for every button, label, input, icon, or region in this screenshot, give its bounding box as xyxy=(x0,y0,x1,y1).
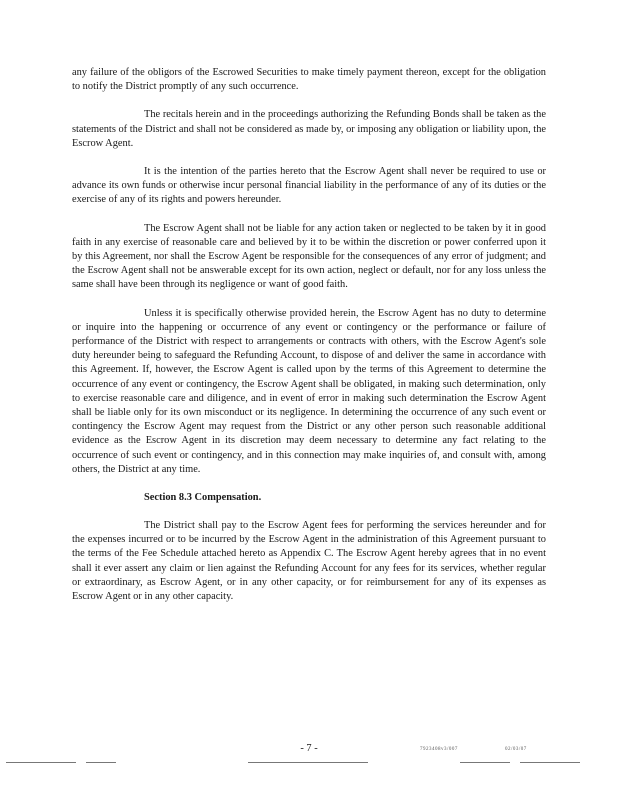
section-heading: Section 8.3 Compensation. xyxy=(144,492,262,504)
document-code: 7923408v3/007 xyxy=(420,747,458,752)
document-page xyxy=(72,66,546,618)
document-date: 02/03/07 xyxy=(505,747,527,752)
paragraph-intention: It is the intention of the parties hereto that the Escrow Agent shall never be required to use or advance its own funds or otherwise incur personal financial liability in the performance of any of its duties or the exercise of any of its rights and powers hereunder. xyxy=(72,166,546,206)
paragraph-continuation: any failure of the obligors of the Escrowed Securities to make timely payment thereon, except for the obligation to notify the District promptly of any such occurrence. xyxy=(72,67,546,93)
page-number: - 7 - xyxy=(300,743,318,754)
paragraph-compensation: The District shall pay to the Escrow Agent fees for performing the services hereunder and for the expenses incurred or to be incurred by the Escrow Agent in the administration of this Agreement pursuant to the terms of the Fee Schedule attached hereto as Appendix C. The Escrow Agent hereby agrees that in no event shall it ever assert any claim or lien against the Refunding Account for any fees for its services, whether regular or extraordinary, as Escrow Agent, or in any other capacity, or for reimbursement for any of its expenses as Escrow Agent or in any other capacity. xyxy=(72,520,546,603)
scan-artifact-line xyxy=(0,762,618,764)
paragraph-duty: Unless it is specifically otherwise provided herein, the Escrow Agent has no duty to determine or inquire into the happening or occurrence of any event or contingency or the performance or failure of performance of the District with respect to arrangements or contracts with others, with the Escrow Agent's sole duty hereunder being to safeguard the Refunding Account, to dispose of and deliver the same in accordance with this Agreement. If, however, the Escrow Agent is called upon by the terms of this Agreement to determine the occurrence of any event or contingency, the Escrow Agent shall be obligated, in making such determination, only to exercise reasonable care and diligence, and in event of error in making such determination the Escrow Agent shall be liable only for its own misconduct or its negligence. In determining the occurrence of any such event or contingency the Escrow Agent may request from the District or any other person such reasonable additional evidence as the Escrow Agent in its discretion may deem necessary to determine any fact relating to the occurrence of such event or contingency, and in this connection may make inquiries of, and consult with, among others, the District at any time. xyxy=(72,307,546,475)
paragraph-liability: The Escrow Agent shall not be liable for any action taken or neglected to be taken by it in good faith in any exercise of reasonable care and believed by it to be within the discretion or power conferred upon it by this Agreement, nor shall the Escrow Agent be responsible for the consequences of any error of judgment; and the Escrow Agent shall not be answerable except for its own action, neglect or default, nor for any loss unless the same shall have been through its negligence or want of good faith. xyxy=(72,222,546,291)
paragraph-recitals: The recitals herein and in the proceedings authorizing the Refunding Bonds shall be taken as the statements of the District and shall not be considered as made by, or imposing any obligation or liability upon, the Escrow Agent. xyxy=(72,109,546,149)
